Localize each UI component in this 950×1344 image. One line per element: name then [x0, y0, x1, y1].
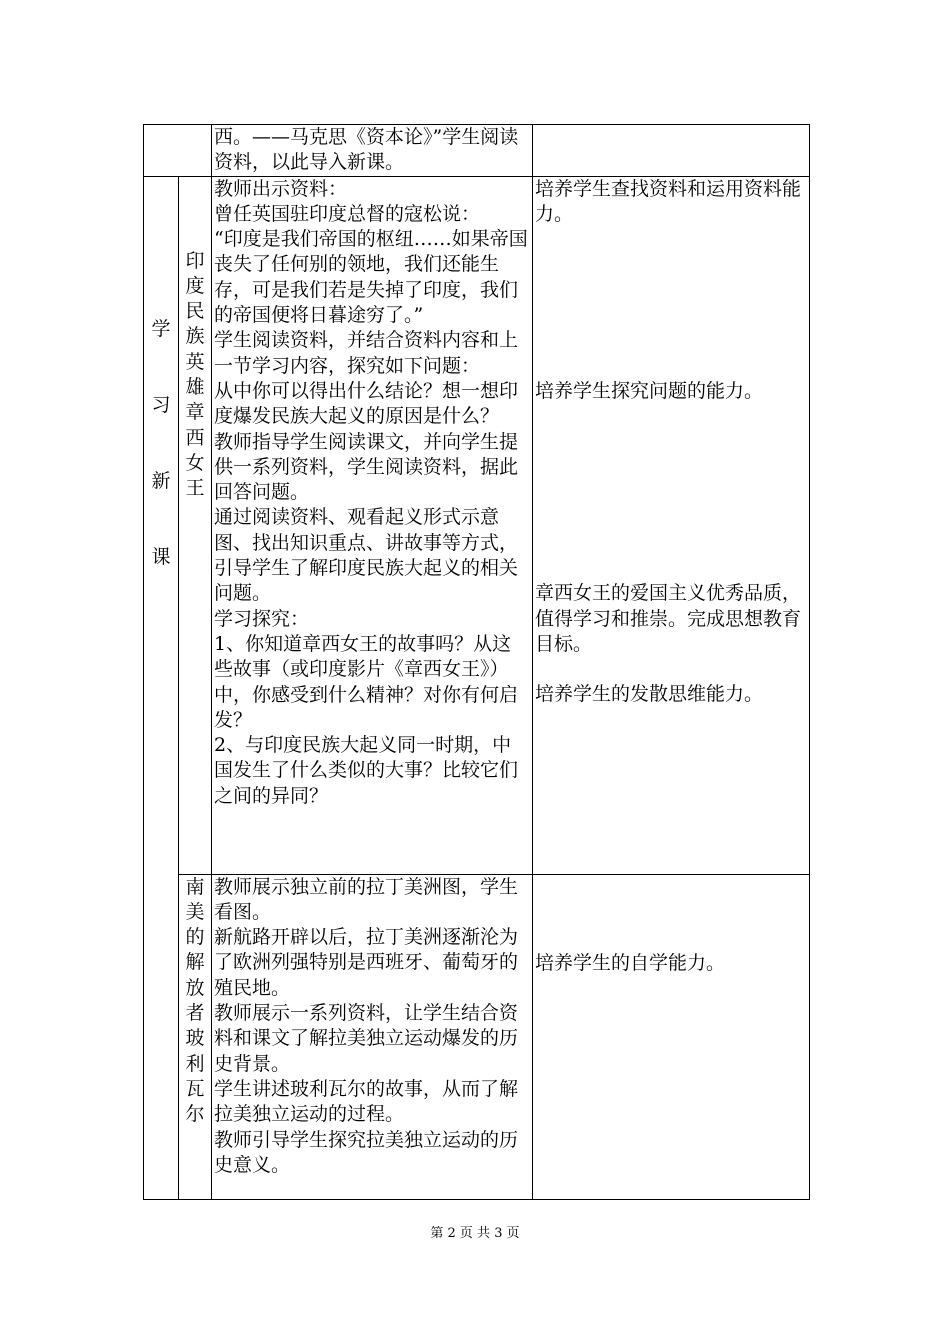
content-paragraph: “印度是我们帝国的枢纽……如果帝国丧失了任何别的领地，我们还能生存，可是我们若是失掉了印度，我们的帝国便将日暮途穷了。”: [214, 228, 528, 327]
topic-char: 瓦: [185, 1077, 205, 1100]
content-paragraph: 学习探究：: [214, 607, 310, 630]
content-paragraph: 从中你可以得出什么结论？想一想印度爆发民族大起义的原因是什么？: [214, 379, 519, 428]
table-row-latam: [144, 874, 810, 1199]
topic-char: 雄: [185, 376, 205, 399]
intro-aim-cell: [533, 125, 810, 177]
topic-char: 玻: [185, 1027, 205, 1050]
latam-topic-cell: [179, 874, 212, 1199]
topic-char: 的: [185, 926, 205, 949]
content-paragraph: 曾任英国驻印度总督的寇松说：: [214, 202, 481, 225]
content-paragraph: 1、你知道章西女王的故事吗？从这些故事（或印度影片《章西女王》）中，你感受到什么精神？对你有何启发？: [214, 632, 519, 731]
topic-char: 南: [185, 875, 205, 898]
page-footer: 第 2 页 共 3 页: [430, 1226, 520, 1241]
latam-aim-cell: [533, 874, 810, 1199]
aim-paragraph: 培养学生探究问题的能力。: [535, 380, 764, 403]
aim-paragraph: 培养学生查找资料和运用资料能力。: [535, 177, 802, 225]
lesson-plan-table: [143, 124, 810, 1200]
topic-char: 尔: [185, 1103, 205, 1126]
india-topic-cell: [179, 176, 212, 874]
topic-char: 民: [185, 300, 205, 323]
india-aim-cell: [533, 176, 810, 874]
content-paragraph: 学生阅读资料，并结合资料内容和上一节学习内容，探究如下问题：: [214, 329, 519, 377]
content-paragraph: 新航路开辟以后，拉丁美洲逐渐沦为了欧洲列强特别是西班牙、葡萄牙的殖民地。: [214, 926, 519, 999]
topic-char: 女: [185, 451, 205, 474]
aim-paragraph: 培养学生的发散思维能力。: [535, 683, 764, 706]
content-paragraph: 教师展示一系列资料，让学生结合资料和课文了解拉美独立运动爆发的历史背景。: [214, 1002, 519, 1075]
aim-paragraph: 培养学生的自学能力。: [535, 951, 726, 974]
section-label-char: 课: [151, 545, 171, 568]
table-row-india: [144, 176, 810, 874]
topic-char: 放: [185, 976, 205, 999]
india-content-cell: [212, 176, 533, 874]
content-paragraph: 教师出示资料：: [214, 177, 348, 200]
topic-char: 西: [185, 426, 205, 449]
aim-paragraph: 章西女王的爱国主义优秀品质，值得学习和推崇。完成思想教育目标。: [535, 582, 802, 656]
topic-char: 英: [185, 350, 205, 373]
topic-char: 族: [185, 325, 205, 348]
section-label-cell: [144, 176, 179, 1199]
intro-paragraph: 西。——马克思《资本论》”学生阅读资料，以此导入新课。: [214, 126, 519, 174]
content-paragraph: 学生讲述玻利瓦尔的故事，从而了解拉美独立运动的过程。: [214, 1077, 519, 1126]
content-paragraph: 教师展示独立前的拉丁美洲图，学生看图。: [214, 875, 519, 923]
content-paragraph: 教师引导学生探究拉美独立运动的历史意义。: [214, 1128, 519, 1176]
topic-char: 者: [185, 1002, 205, 1025]
topic-char: 解: [185, 951, 205, 974]
latam-content-cell: [212, 874, 533, 1199]
topic-char: 度: [185, 274, 205, 297]
topic-char: 章: [185, 401, 205, 424]
table-row-intro: [144, 125, 810, 177]
section-label-char: 新: [151, 469, 171, 492]
topic-char: 美: [185, 900, 205, 923]
section-label-char: 习: [151, 393, 171, 416]
intro-label-cell: [144, 125, 212, 177]
section-label-char: 学: [151, 317, 171, 340]
topic-char: 印: [185, 249, 205, 272]
topic-char: 利: [185, 1052, 205, 1075]
content-paragraph: 教师指导学生阅读课文，并向学生提供一系列资料，学生阅读资料，据此回答问题。: [214, 430, 519, 504]
topic-char: 王: [185, 477, 205, 500]
content-paragraph: 2、与印度民族大起义同一时期，中国发生了什么类似的大事？比较它们之间的异同？: [214, 734, 519, 807]
content-paragraph: 通过阅读资料、观看起义形式示意图、找出知识重点、讲故事等方式，引导学生了解印度民族大起义的相关问题。: [214, 506, 519, 605]
intro-content-cell: [212, 125, 533, 177]
